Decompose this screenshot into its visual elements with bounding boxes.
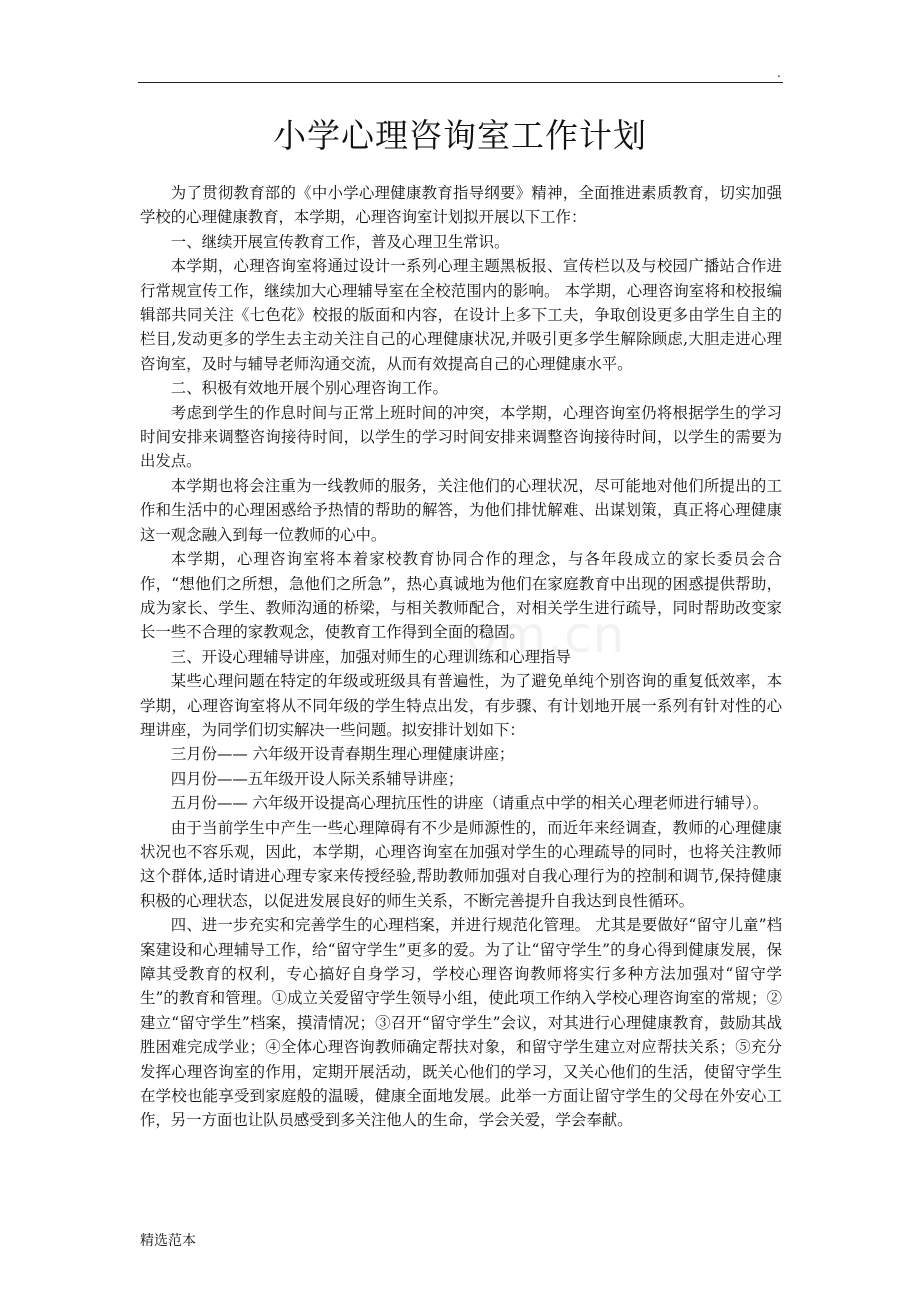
paragraph-intro: 为了贯彻教育部的《中小学心理健康教育指导纲要》精神，全面推进素质教育，切实加强学校的心理健康教育，本学期，心理咨询室计划拟开展以下工作： xyxy=(140,184,782,227)
schedule-item: 五月份—— 六年级开设提高心理抗压性的讲座（请重点中学的相关心理老师进行辅导）。 xyxy=(170,794,769,813)
schedule-item: 三月份—— 六年级开设青春期生理心理健康讲座； xyxy=(170,745,515,764)
paragraph: 本学期，心理咨询室将通过设计一系列心理主题黑板报、宣传栏以及与校园广播站合作进行常规宣传工作，继续加大心理辅导室在全校范围内的影响。 本学期，心理咨询室将和校报编辑部共同关注《七色花》校报的版面和内容，在设计上多下工夫，争取创设更多由学生自主的栏目,发动更多的学生去主动关注自己的心理健康状况,并吸引更多学生解除顾虑,大胆走进心理咨询室，及时与辅导老师沟通交流，从而有效提高自己的心理健康水平。 xyxy=(140,257,782,373)
footer-label: 精选范本 xyxy=(140,1233,196,1249)
paragraph: 本学期也将会注重为一线教师的服务，关注他们的心理状况，尽可能地对他们所提出的工作和生活中的心理困惑给予热情的帮助的解答，为他们排忧解难、出谋划策，真正将心理健康这一观念融入到每一位教师的心中。 xyxy=(140,476,782,544)
header-mark: . xyxy=(777,66,781,80)
paragraph: 本学期，心理咨询室将本着家校教育协同合作的理念，与各年段成立的家长委员会合作，“想他们之所想，急他们之所急”，热心真诚地为他们在家庭教育中出现的困惑提供帮助，成为家长、学生、教师沟通的桥梁，与相关教师配合，对相关学生进行疏导，同时帮助改变家长一些不合理的家教观念，使教育工作得到全面的稳固。 xyxy=(140,550,782,642)
page-title: 小学心理咨询室工作计划 xyxy=(273,116,647,155)
schedule-item: 四月份——五年级开设人际关系辅导讲座； xyxy=(170,769,464,788)
section-heading-1: 一、继续开展宣传教育工作，普及心理卫生常识。 xyxy=(170,232,510,251)
section-heading-4-paragraph: 四、进一步充实和完善学生的心理档案，并进行规范化管理。 尤其是要做好“留守儿童”档案建设和心理辅导工作，给“留守学生”更多的爱。为了让“留守学生”的身心得到健康发展，保障其受教育的权利，专心搞好自身学习，学校心理咨询教师将实行多种方法加强对“留守学生”的教育和管理。①成立关爱留守学生领导小组，使此项工作纳入学校心理咨询室的常规；②建立“留守学生”档案，摸清情况；③召开“留守学生”会议，对其进行心理健康教育，鼓励其战胜困难完成学业；④全体心理咨询教师确定帮扶对象，和留守学生建立对应帮扶关系；⑤充分发挥心理咨询室的作用，定期开展活动，既关心他们的学习，又关心他们的生活，使留守学生在学校也能享受到家庭般的温暖，健康全面地发展。此举一方面让留守学生的父母在外安心工作，另一方面也让队员感受到多关注他人的生命，学会关爱，学会奉献。 xyxy=(140,916,782,1130)
document-body xyxy=(140,181,782,1133)
section-heading-2: 二、积极有效地开展个别心理咨询工作。 xyxy=(170,379,448,398)
section-heading-3: 三、开设心理辅导讲座，加强对师生的心理训练和心理指导 xyxy=(170,647,571,666)
header-rule xyxy=(138,82,783,83)
paragraph: 考虑到学生的作息时间与正常上班时间的冲突，本学期，心理咨询室仍将根据学生的学习时间安排来调整咨询接待时间，以学生的学习时间安排来调整咨询接待时间，以学生的需要为出发点。 xyxy=(140,403,782,471)
paragraph: 由于当前学生中产生一些心理障碍有不少是师源性的，而近年来经调查，教师的心理健康状况也不容乐观，因此，本学期，心理咨询室在加强对学生的心理疏导的同时，也将关注教师这个群体,适时请进心理专家来传授经验,帮助教师加强对自我心理行为的控制和调节,保持健康积极的心理状态，以促进发展良好的师生关系，不断完善提升自我达到良性循环。 xyxy=(140,818,782,910)
paragraph: 某些心理问题在特定的年级或班级具有普遍性，为了避免单纯个别咨询的重复低效率，本学期，心理咨询室将从不同年级的学生特点出发，有步骤、有计划地开展一系列有针对性的心理讲座，为同学们切实解决一些问题。拟安排计划如下： xyxy=(140,672,782,739)
watermark: om.cn xyxy=(466,606,626,664)
